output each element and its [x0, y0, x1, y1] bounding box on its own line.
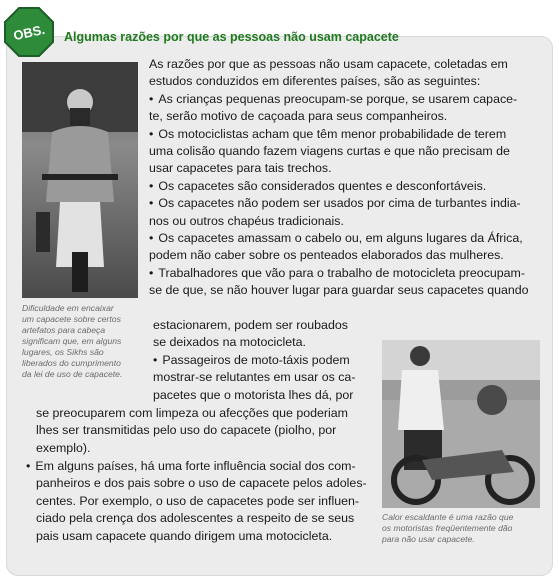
bullet-item: • Os capacetes não podem ser usados por cima de turbantes india-	[149, 195, 537, 212]
caption-line: artefatos para cabeça	[22, 325, 106, 335]
narrow-text-column	[153, 317, 375, 404]
bullet-continuation: centes. Por exemplo, o uso de capacetes pode ser influen-	[36, 493, 360, 508]
page-title: Algumas razões por que as pessoas não usam capacete	[64, 30, 399, 44]
bullet-continuation: pacetes que o motorista lhes dá, por	[153, 387, 354, 402]
lower-text-column	[36, 405, 370, 457]
bullet-item: • Trabalhadores que vão para o trabalho de motocicleta preocupam-	[149, 265, 537, 282]
bullet-continuation: exemplo).	[36, 440, 91, 455]
caption-line: para não usar capacete.	[382, 534, 475, 544]
bullet-continuation: uma colisão quando fazem viagens curtas e que não precisam de	[149, 144, 510, 159]
bullet-continuation: panheiros e dos pais sobre o uso de capacete pelos adoles-	[36, 476, 367, 491]
bullet-continuation: mostrar-se relutantes em usar os ca-	[153, 370, 356, 385]
bullet-item: • Os capacetes são considerados quentes e desconfortáveis.	[149, 178, 537, 195]
bullet-continuation: podem não caber sobre os penteados elaborados das mulheres.	[149, 248, 504, 263]
bullet-continuation: te, serão motivo de caçoada para seus companheiros.	[149, 109, 448, 124]
caption-line: lugares, os Sikhs são	[22, 347, 104, 357]
caption-line: da lei de uso de capacete.	[22, 369, 123, 379]
bullet-continuation: se preocuparem com limpeza ou afecções que poderiam	[36, 406, 348, 420]
bullet-item: • Os motociclistas acham que têm menor probabilidade de terem	[149, 126, 537, 143]
intro-line: estudos conduzidos em diferentes países, são as seguintes:	[149, 74, 481, 89]
bullet-item: • As crianças pequenas preocupam-se porque, se usarem capace-	[149, 91, 537, 108]
caption-line: Dificuldade em encaixar	[22, 303, 114, 313]
main-text-column	[149, 56, 537, 300]
last-bullet-column	[26, 458, 370, 545]
octagon-icon	[3, 6, 55, 58]
motorcycle-rider-image	[382, 340, 540, 508]
caption-line: significam que, em alguns	[22, 336, 122, 346]
bullet-item: • Passageiros de moto-táxis podem	[153, 352, 375, 369]
bullet-continuation: lhes ser transmitidas pelo uso do capacete (piolho, por	[36, 423, 337, 438]
caption-left	[22, 303, 142, 380]
caption-line: os motoristas freqüentemente dão	[382, 523, 513, 533]
photo-motorcyclist-heat	[382, 340, 540, 508]
bullet-item: • Os capacetes amassam o cabelo ou, em alguns lugares da África,	[149, 230, 537, 247]
caption-right	[382, 512, 548, 545]
obs-badge	[3, 6, 55, 58]
caption-line: liberados do cumprimento	[22, 358, 121, 368]
bullet-continuation: usar capacetes para tais trechos.	[149, 161, 332, 176]
intro-line: As razões por que as pessoas não usam capacete, coletadas em	[149, 57, 508, 71]
bullet-continuation: ciado pela crença dos adolescentes a respeito de se seus	[36, 511, 355, 526]
badge-label: OBS.	[11, 21, 47, 44]
photo-sikh-scooter	[22, 62, 138, 298]
bullet-continuation: estacionarem, podem ser roubados	[153, 318, 348, 332]
caption-line: Calor escaldante é uma razão que	[382, 512, 514, 522]
bullet-item: • Em alguns países, há uma forte influência social dos com-	[26, 458, 370, 475]
bullet-continuation: se deixados na motocicleta.	[153, 335, 306, 350]
caption-line: um capacete sobre certos	[22, 314, 121, 324]
bullet-continuation: se de que, se não houver lugar para guardar seus capacetes quando	[149, 283, 529, 298]
bullet-continuation: pais usam capacete quando dirigem uma motocicleta.	[36, 528, 333, 543]
scooter-rider-image	[22, 62, 138, 298]
bullet-continuation: nos ou outros chapéus tradicionais.	[149, 213, 344, 228]
